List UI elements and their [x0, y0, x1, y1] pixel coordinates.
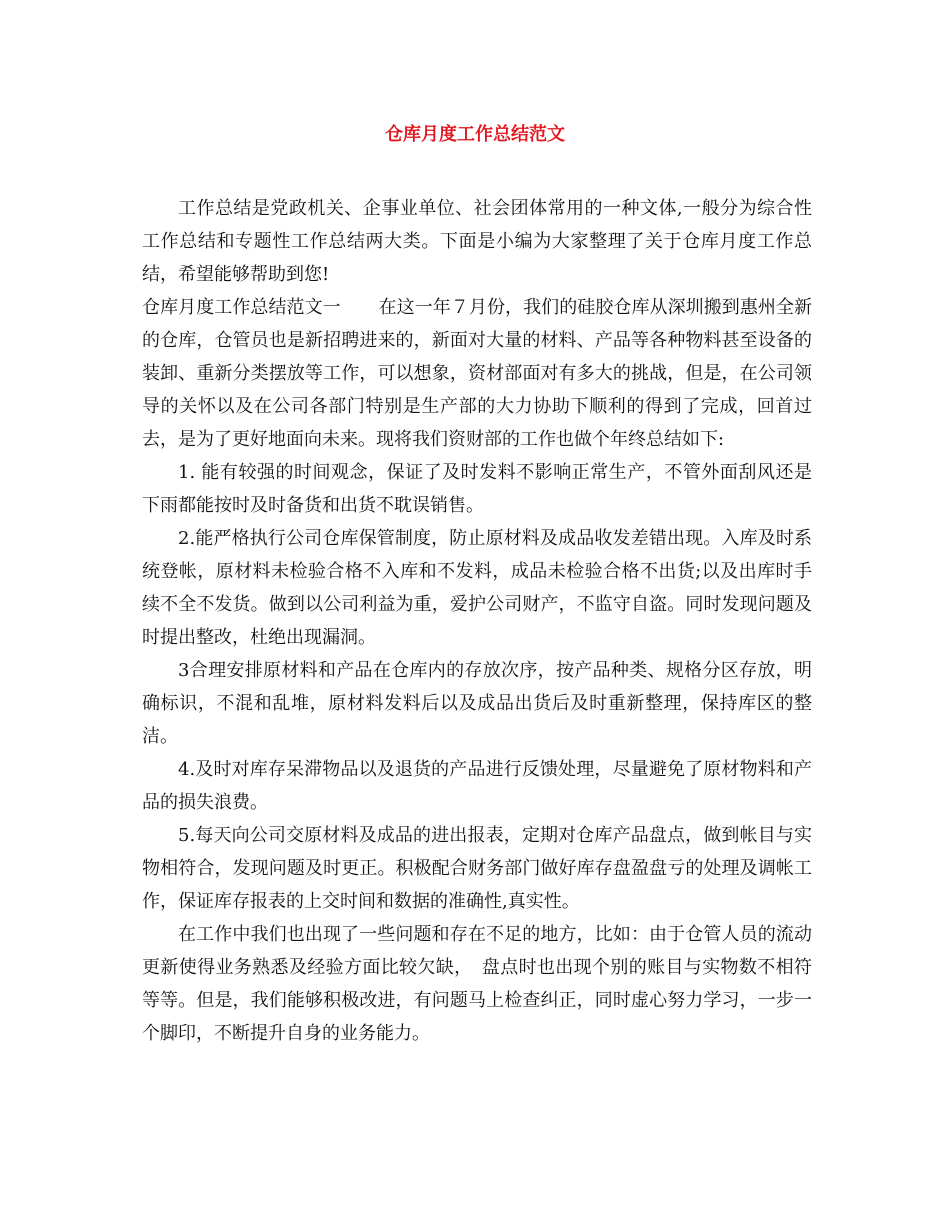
closing-paragraph: 在工作中我们也出现了一些问题和存在不足的地方，比如：由于仓管人员的流动更新使得业务熟悉及经验方面比较欠缺， 盘点时也出现个别的账目与实物数不相符等等。但是，我们能够积极改进，有问题马上检查纠正，同时虚心努力学习，一步一个脚印，不断提升自身的业务能力。 [142, 924, 812, 1044]
section-heading: 仓库月度工作总结范文一 [142, 297, 341, 318]
document-body [142, 192, 812, 1050]
section-opening-paragraph [142, 291, 812, 456]
section-opening-text: 在这一年７月份，我们的硅胶仓库从深圳搬到惠州全新的仓库，仓管员也是新招聘进来的，新面对大量的材料、产品等各种物料甚至设备的装卸、重新分类摆放等工作，可以想象，资材部面对有多大的挑战，但是，在公司领导的关怀以及在公司各部门特别是生产部的大力协助下顺利的得到了完成，回首过去，是为了更好地面向未来。现将我们资财部的工作也做个年终总结如下: [142, 297, 813, 450]
list-item: 2.能严格执行公司仓库保管制度，防止原材料及成品收发差错出现。入库及时系统登帐，原材料未检验合格不入库和不发料，成品未检验合格不出货;以及出库时手续不全不发货。做到以公司利益为重，爱护公司财产，不监守自盗。同时发现问题及时提出整改，杜绝出现漏洞。 [142, 528, 812, 648]
list-item: 5.每天向公司交原材料及成品的进出报表，定期对仓库产品盘点，做到帐目与实物相符合，发现问题及时更正。积极配合财务部门做好库存盘盈盘亏的处理及调帐工作，保证库存报表的上交时间和数据的准确性,真实性。 [142, 825, 812, 912]
list-item: 4.及时对库存呆滞物品以及退货的产品进行反馈处理，尽量避免了原材物料和产品的损失浪费。 [142, 759, 812, 813]
list-item: 3合理安排原材料和产品在仓库内的存放次序，按产品种类、规格分区存放，明确标识，不混和乱堆，原材料发料后以及成品出货后及时重新整理，保持库区的整洁。 [142, 660, 812, 747]
intro-paragraph: 工作总结是党政机关、企事业单位、社会团体常用的一种文体,一般分为综合性工作总结和专题性工作总结两大类。下面是小编为大家整理了关于仓库月度工作总结，希望能够帮助到您! [142, 198, 812, 285]
list-item: 1. 能有较强的时间观念，保证了及时发料不影响正常生产，不管外面刮风还是下雨都能按时及时备货和出货不耽误销售。 [142, 462, 812, 516]
page-title: 仓库月度工作总结范文 [385, 124, 565, 145]
